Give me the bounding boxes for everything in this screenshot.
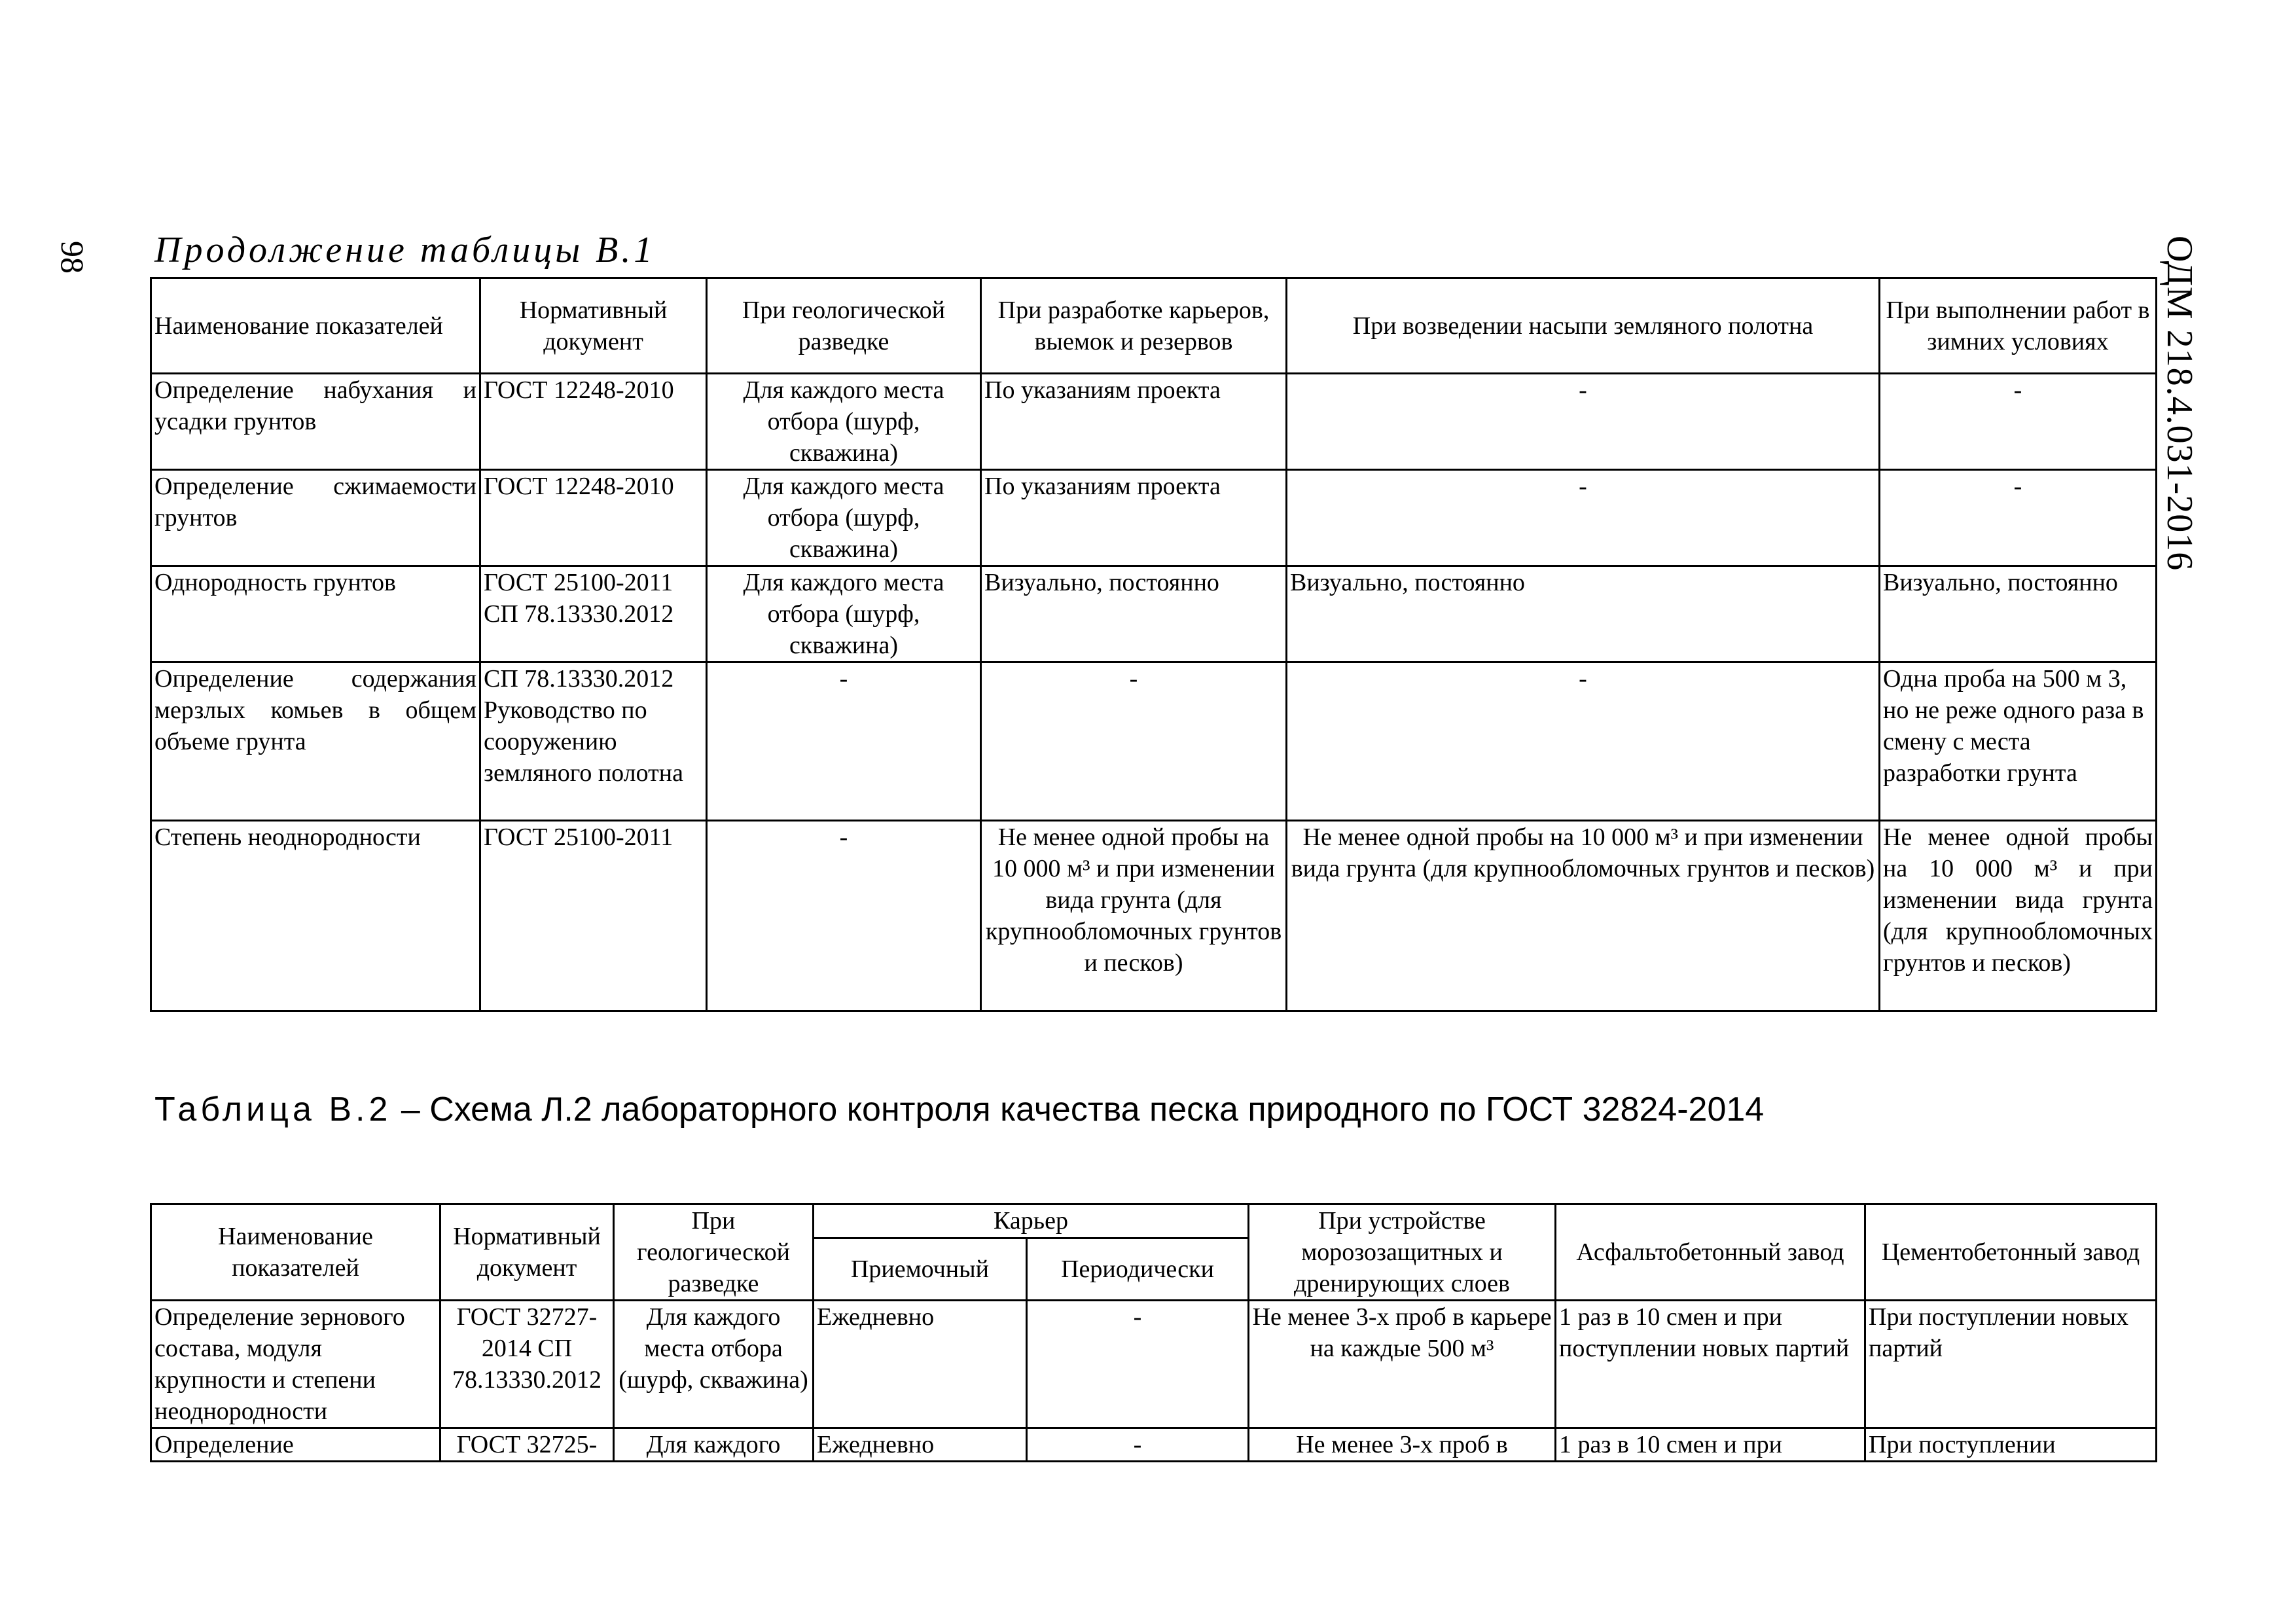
cell-indicator: Определение набухания и усадки грунтов — [151, 374, 480, 470]
table-b1-continuation — [150, 277, 2157, 1012]
cell-indicator: Определение содержания мерзлых комьев в общем объеме грунта — [151, 662, 480, 821]
cell-cement-plant: При поступлении новых партий — [1865, 1301, 2157, 1428]
table-row — [151, 821, 2157, 1011]
cell-asphalt-plant: 1 раз в 10 смен и при поступлении новых партий — [1556, 1301, 1865, 1428]
table-row — [151, 662, 2157, 821]
cell-geo: Для каждого — [614, 1428, 814, 1462]
table-header-row — [151, 278, 2157, 374]
page-number: 98 — [54, 241, 91, 274]
col-header-name: Наименование показателей — [151, 278, 480, 374]
col-header-quarry: При разработке карьеров, выемок и резервов — [981, 278, 1287, 374]
cell-periodic: - — [1027, 1428, 1249, 1462]
table-row — [151, 1301, 2157, 1428]
cell-embankment: - — [1287, 374, 1880, 470]
cell-embankment: - — [1287, 662, 1880, 821]
document-code: ОДМ 218.4.031-2016 — [2159, 236, 2200, 571]
cell-document: ГОСТ 32725- — [440, 1428, 614, 1462]
cell-geo: Для каждого места отбора (шурф, скважина) — [707, 470, 981, 566]
col-header-document: Нормативный документ — [480, 278, 707, 374]
cell-periodic: - — [1027, 1301, 1249, 1428]
table-b2-caption — [154, 1090, 1764, 1129]
cell-layers: Не менее 3-х проб в — [1249, 1428, 1556, 1462]
cell-cement-plant: При поступлении — [1865, 1428, 2157, 1462]
cell-quarry: - — [981, 662, 1287, 821]
cell-document: СП 78.13330.2012 Руководство по сооружению земляного полотна — [480, 662, 707, 821]
col-header-geo: При геологической разведке — [614, 1204, 814, 1301]
col-header-layers: При устройстве морозозащитных и дренирующих слоев — [1249, 1204, 1556, 1301]
cell-geo: Для каждого места отбора (шурф, скважина) — [707, 374, 981, 470]
cell-document: ГОСТ 25100-2011 — [480, 821, 707, 1011]
cell-document: ГОСТ 25100-2011 СП 78.13330.2012 — [480, 566, 707, 662]
col-header-acceptance: Приемочный — [814, 1238, 1027, 1300]
cell-quarry: Не менее одной пробы на 10 000 м³ и при изменении вида грунта (для крупнообломочных грунтов и песков) — [981, 821, 1287, 1011]
col-header-embankment: При возведении насыпи земляного полотна — [1287, 278, 1880, 374]
cell-winter: Одна проба на 500 м 3, но не реже одного раза в смену с места разработки грунта — [1880, 662, 2157, 821]
cell-winter: Не менее одной пробы на 10 000 м³ и при изменении вида грунта (для крупнообломочных грунтов и песков) — [1880, 821, 2157, 1011]
cell-document: ГОСТ 12248-2010 — [480, 374, 707, 470]
table-row — [151, 374, 2157, 470]
cell-embankment: Визуально, постоянно — [1287, 566, 1880, 662]
cell-quarry: Визуально, постоянно — [981, 566, 1287, 662]
continuation-title: Продолжение таблицы В.1 — [154, 230, 656, 270]
cell-acceptance: Ежедневно — [814, 1301, 1027, 1428]
cell-geo: - — [707, 821, 981, 1011]
col-header-asphalt-plant: Асфальтобетонный завод — [1556, 1204, 1865, 1301]
table-b2 — [150, 1203, 2157, 1462]
col-header-periodic: Периодически — [1027, 1238, 1249, 1300]
cell-geo: - — [707, 662, 981, 821]
cell-indicator: Определение зернового состава, модуля крупности и степени неоднородности — [151, 1301, 440, 1428]
cell-asphalt-plant: 1 раз в 10 смен и при — [1556, 1428, 1865, 1462]
table-row — [151, 1428, 2157, 1462]
cell-embankment: - — [1287, 470, 1880, 566]
table-b2-caption-label: Таблица В.2 — [154, 1091, 392, 1128]
cell-indicator: Определение сжимаемости грунтов — [151, 470, 480, 566]
col-header-document: Нормативный документ — [440, 1204, 614, 1301]
table-row — [151, 566, 2157, 662]
cell-geo: Для каждого места отбора (шурф, скважина) — [614, 1301, 814, 1428]
cell-layers: Не менее 3-х проб в карьере на каждые 500 м³ — [1249, 1301, 1556, 1428]
cell-winter: Визуально, постоянно — [1880, 566, 2157, 662]
cell-quarry: По указаниям проекта — [981, 470, 1287, 566]
cell-indicator: Однородность грунтов — [151, 566, 480, 662]
cell-acceptance: Ежедневно — [814, 1428, 1027, 1462]
cell-document: ГОСТ 32727-2014 СП 78.13330.2012 — [440, 1301, 614, 1428]
col-header-name: Наименование показателей — [151, 1204, 440, 1301]
col-header-geo: При геологической разведке — [707, 278, 981, 374]
table-header-row — [151, 1204, 2157, 1238]
cell-indicator: Степень неоднородности — [151, 821, 480, 1011]
cell-document: ГОСТ 12248-2010 — [480, 470, 707, 566]
table-row — [151, 470, 2157, 566]
cell-quarry: По указаниям проекта — [981, 374, 1287, 470]
cell-embankment: Не менее одной пробы на 10 000 м³ и при изменении вида грунта (для крупнообломочных грунтов и песков) — [1287, 821, 1880, 1011]
cell-winter: - — [1880, 374, 2157, 470]
cell-geo: Для каждого места отбора (шурф, скважина) — [707, 566, 981, 662]
cell-indicator: Определение — [151, 1428, 440, 1462]
col-header-winter: При выполнении работ в зимних условиях — [1880, 278, 2157, 374]
cell-winter: - — [1880, 470, 2157, 566]
table-b2-caption-text: – Схема Л.2 лабораторного контроля качества песка природного по ГОСТ 32824-2014 — [391, 1091, 1765, 1128]
col-header-cement-plant: Цементобетонный завод — [1865, 1204, 2157, 1301]
col-header-quarry: Карьер — [814, 1204, 1249, 1238]
